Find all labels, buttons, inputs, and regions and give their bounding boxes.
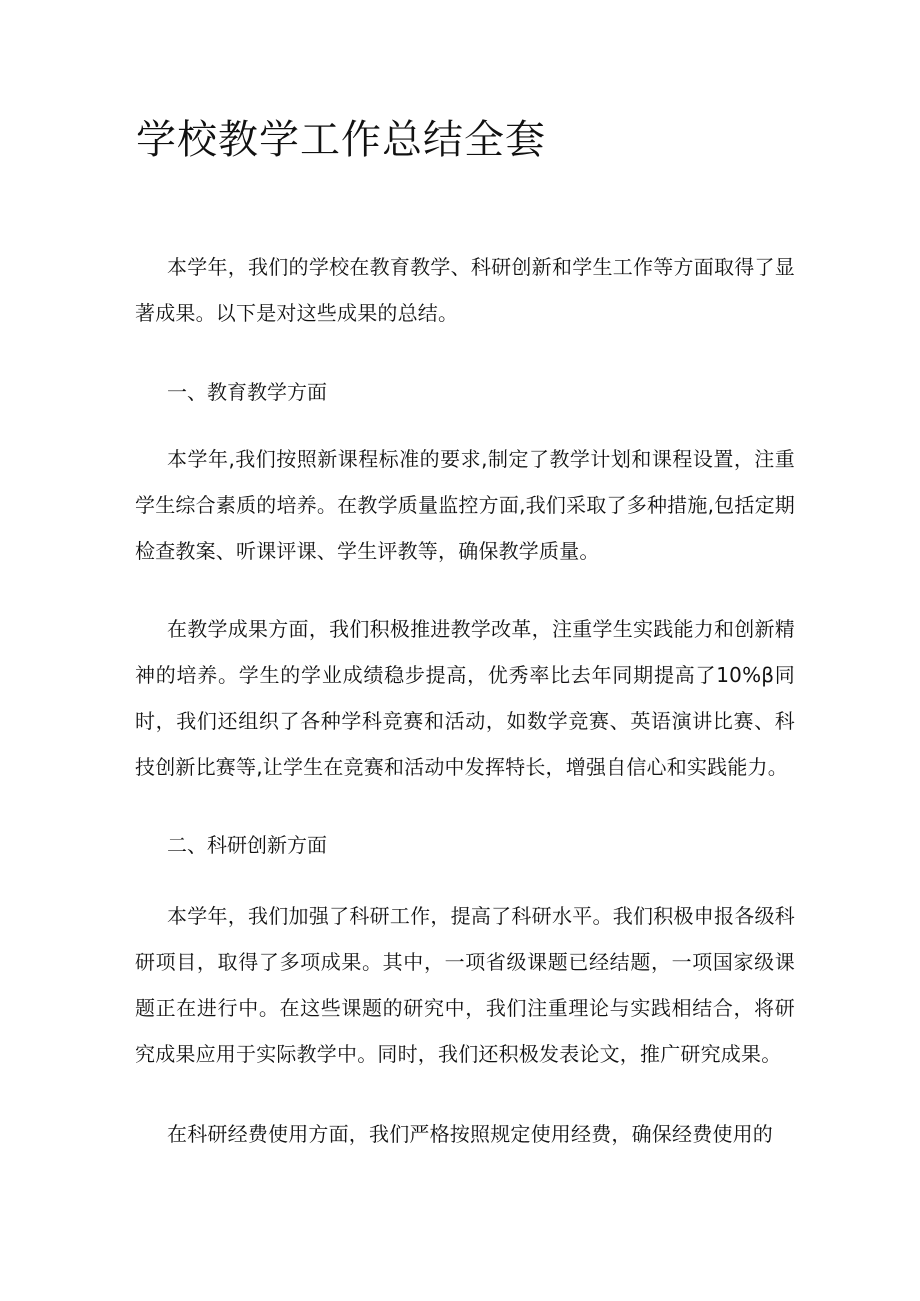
education-paragraph-2: 在教学成果方面，我们积极推进教学改革，注重学生实践能力和创新精神的培养。学生的学业成绩稳步提高，优秀率比去年同期提高了10%β同时，我们还组织了各种学科竞赛和活动，如数学竞赛、英语演讲比赛、科技创新比赛等,让学生在竞赛和活动中发挥特长，增强自信心和实践能力。 — [135, 617, 795, 779]
document-title: 学校教学工作总结全套 — [136, 117, 546, 163]
intro-paragraph: 本学年，我们的学校在教育教学、科研创新和学生工作等方面取得了显著成果。以下是对这些成果的总结。 — [135, 255, 795, 325]
section-heading-education: 一、教育教学方面 — [167, 380, 327, 404]
research-paragraph-2: 在科研经费使用方面，我们严格按照规定使用经费，确保经费使用的 — [167, 1122, 773, 1146]
education-paragraph-1: 本学年,我们按照新课程标准的要求,制定了教学计划和课程设置，注重学生综合素质的培养。在教学质量监控方面,我们采取了多种措施,包括定期检查教案、听课评课、学生评教等，确保教学质量。 — [135, 447, 795, 563]
section-heading-research: 二、科研创新方面 — [167, 833, 327, 857]
research-paragraph-1: 本学年，我们加强了科研工作，提高了科研水平。我们积极申报各级科研项目，取得了多项成果。其中，一项省级课题已经结题，一项国家级课题正在进行中。在这些课题的研究中，我们注重理论与实践相结合，将研究成果应用于实际教学中。同时，我们还积极发表论文，推广研究成果。 — [135, 904, 795, 1066]
